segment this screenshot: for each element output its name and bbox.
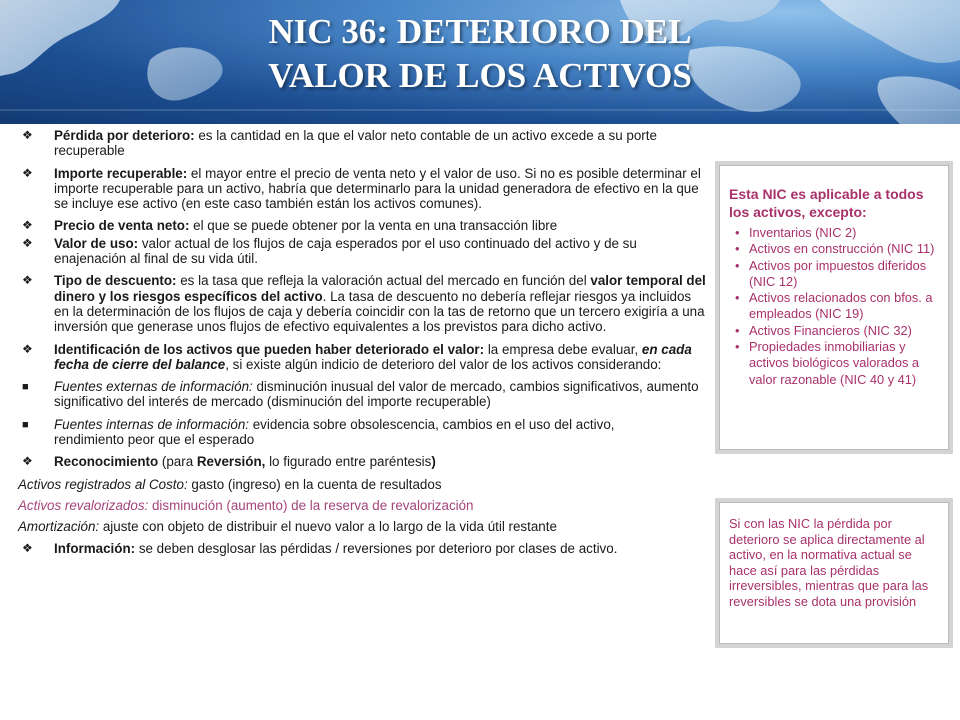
four-diamond-icon: ❖ (22, 540, 33, 555)
term-descuento: Tipo de descuento: (54, 273, 177, 289)
text-identificacion-1: la empresa debe evaluar, (484, 341, 642, 357)
exception-text: Activos Financieros (NIC 32) (749, 322, 912, 338)
title-line-2: VALOR DE LOS ACTIVOS (268, 56, 692, 95)
item-precio (18, 218, 708, 233)
item-descuento (18, 273, 708, 334)
term-internas: Fuentes internas de información: (54, 416, 250, 432)
exception-text: Activos por impuestos diferidos (NIC 12) (749, 257, 927, 289)
four-diamond-icon: ❖ (22, 128, 33, 142)
text-informacion: se deben desglosar las pérdidas / reversiones por deterioro por clases de activo. (135, 540, 618, 556)
exception-text: Activos relacionados con bfos. a empleados (NIC 19) (749, 290, 933, 322)
text-importe: el mayor entre el precio de venta neto y el valor de uso. Si no es posible determinar el importe recuperable para un activo, habría que determinarlo para la unidad generadora de efectivo en la que se incluye ese activo (en este caso también están los activos comunes). (54, 165, 701, 212)
main-content (18, 124, 708, 563)
exception-text: Activos en construcción (NIC 11) (749, 241, 935, 257)
list-item (733, 241, 945, 257)
term-costo: Activos registrados al Costo: (18, 476, 188, 492)
text-externas: disminución inusual del valor de mercado, cambios significativos, aumento significativo del interés de mercado (disminución del importe recuperable) (54, 379, 699, 410)
four-diamond-icon: ❖ (22, 273, 33, 288)
bullet-dot-icon: • (735, 225, 740, 240)
bullet-dot-icon: • (735, 290, 740, 306)
line-costo (18, 477, 708, 492)
item-valor-uso (18, 236, 708, 267)
term-precio: Precio de venta neto: (54, 218, 190, 234)
item-externas (18, 379, 708, 410)
bullet-dot-icon: • (735, 241, 740, 257)
text-revalorizados: disminución (aumento) de la reserva de revalorización (148, 497, 474, 513)
text-reconocimiento: lo figurado entre paréntesis (265, 454, 432, 470)
bold-reversion: Reversión, (196, 454, 266, 470)
list-item (733, 323, 945, 339)
text-internas-2: rendimiento peor que el esperado (54, 432, 255, 448)
term-identificacion: Identificación de los activos que pueden haber deteriorado el valor: (54, 341, 485, 357)
text-reconocimiento-open: (para (158, 454, 197, 470)
text-precio: el que se puede obtener por la venta en una transacción libre (189, 218, 558, 234)
bullet-dot-icon: • (735, 257, 740, 273)
four-diamond-icon: ❖ (22, 218, 33, 233)
provision-note-box (715, 498, 953, 648)
square-bullet-icon: ■ (22, 418, 29, 431)
list-item (733, 339, 945, 388)
text-descuento-1: es la tasa que refleja la valoración actual del mercado en función del (176, 273, 591, 289)
term-perdida: Pérdida por deterioro: (54, 128, 195, 143)
bullet-dot-icon: • (735, 339, 740, 355)
header-banner (0, 0, 960, 124)
term-informacion: Información: (54, 540, 136, 556)
exceptions-box (715, 161, 953, 454)
provision-note-text: Si con las NIC la pérdida por deterioro se aplica directamente al activo, en la normativa actual se hace así para las pérdidas irreversibles, mientras que para las reversibles se dota una provisión (729, 516, 929, 609)
title-line-1: NIC 36: DETERIORO DEL (268, 12, 692, 51)
bold-italic-identificacion: en cada fecha de cierre del balance (54, 341, 692, 372)
exceptions-list (719, 225, 949, 388)
term-importe: Importe recuperable: (54, 165, 188, 181)
term-revalorizados: Activos revalorizados: (18, 497, 149, 513)
text-valor-uso: valor actual de los flujos de caja esperados por el uso continuado del activo y de su enajenación al final de su vida útil. (54, 235, 637, 267)
text-internas-1: evidencia sobre obsolescencia, cambios en el uso del activo, (249, 416, 615, 432)
list-item (733, 290, 945, 323)
item-importe (18, 166, 708, 212)
exceptions-title: Esta NIC es aplicable a todos los activos, excepto: (729, 186, 924, 220)
item-internas (18, 417, 708, 448)
text-reconocimiento-close: ) (431, 454, 436, 470)
bold-descuento: valor temporal del dinero y los riesgos específicos del activo (54, 273, 706, 304)
term-reconocimiento: Reconocimiento (54, 454, 159, 470)
item-identificacion (18, 342, 708, 373)
text-amortizacion: ajuste con objeto de distribuir el nuevo valor a lo largo de la vida útil restante (99, 519, 557, 535)
term-valor-uso: Valor de uso: (54, 235, 139, 251)
exception-text: Inventarios (NIC 2) (749, 225, 857, 240)
line-revalorizados (18, 498, 708, 513)
four-diamond-icon: ❖ (22, 235, 33, 250)
list-item (733, 225, 945, 241)
line-amortizacion (18, 519, 708, 534)
four-diamond-icon: ❖ (22, 454, 33, 469)
text-costo: gasto (ingreso) en la cuenta de resultados (187, 476, 442, 492)
term-amortizacion: Amortización: (18, 519, 100, 535)
exception-text: Propiedades inmobiliarias y activos biológicos valorados a valor razonable (NIC 40 y 41) (749, 339, 920, 387)
square-bullet-icon: ■ (22, 381, 29, 394)
page-title (140, 10, 820, 98)
term-externas: Fuentes externas de información: (54, 379, 253, 395)
text-identificacion-2: , si existe algún indicio de deterioro del valor de los activos considerando: (225, 356, 662, 372)
four-diamond-icon: ❖ (22, 341, 33, 356)
bullet-dot-icon: • (735, 322, 740, 338)
list-item (733, 258, 945, 291)
text-perdida: es la cantidad en la que el valor neto contable de un activo excede a su porte recuperable (54, 128, 657, 159)
four-diamond-icon: ❖ (22, 165, 33, 180)
item-reconocimiento (18, 454, 708, 469)
text-descuento-2: . La tasa de descuento no debería reflejar riesgos ya incluidos en la determinación de los flujos de caja y debería coincidir con la tas de retorno que un tercero exigiría a una inversión que generase unos flujos de efectivo equivalentes a los previstos para dicho activo. (54, 288, 705, 335)
item-perdida (18, 128, 708, 159)
item-informacion (18, 541, 708, 556)
